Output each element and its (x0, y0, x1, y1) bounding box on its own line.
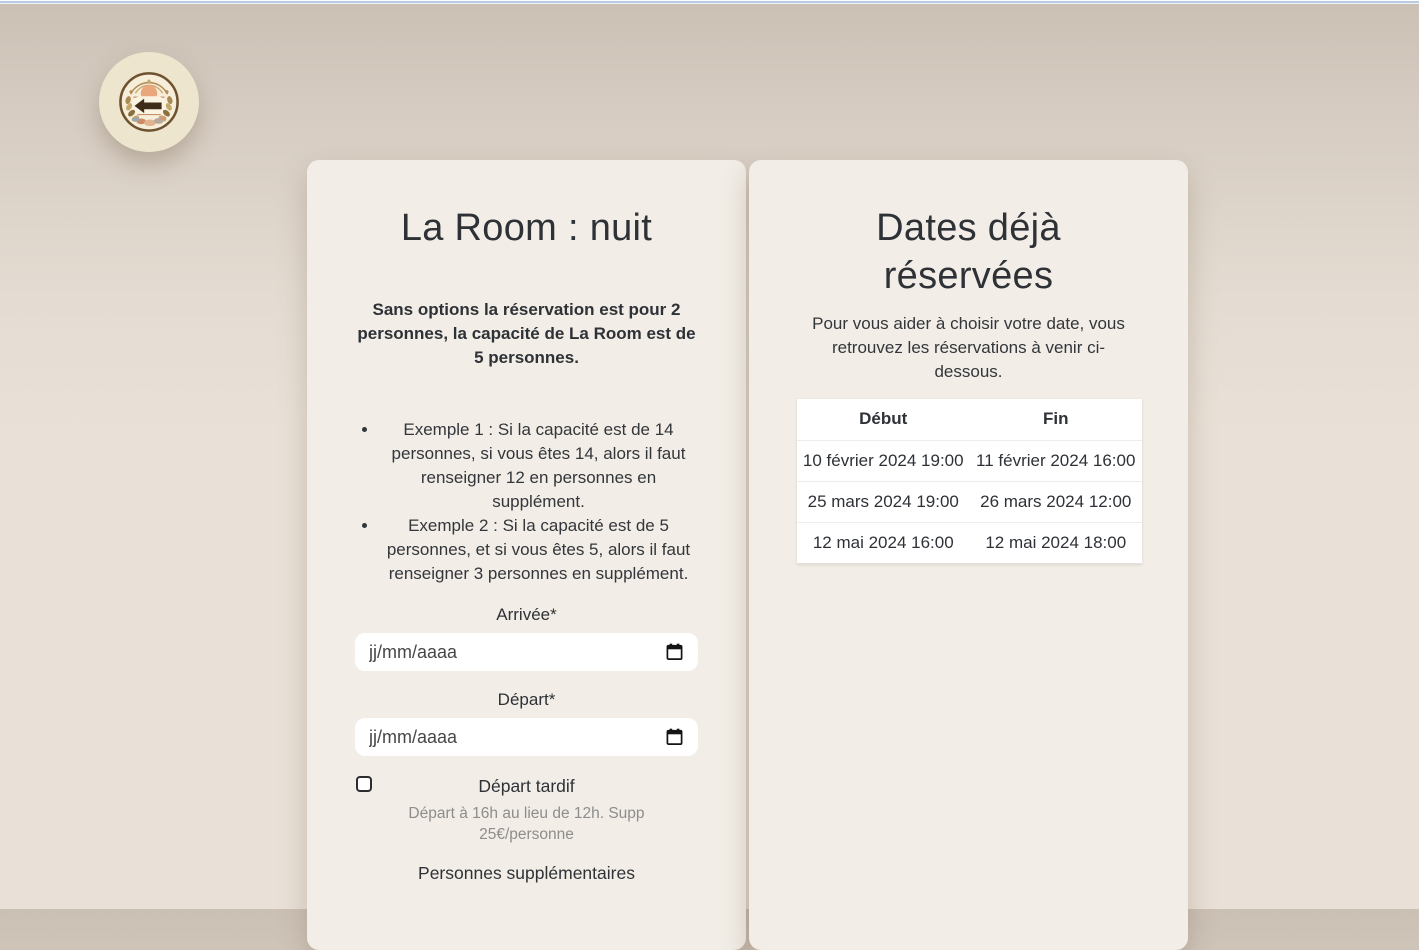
example-item: • Exemple 1 : Si la capacité est de 14 personnes, si vous êtes 14, alors il faut renseigner 12 en personnes en supplément. (379, 418, 698, 514)
departure-date-field (355, 718, 698, 756)
late-checkout-label: Départ tardif (478, 776, 575, 796)
back-logo-button[interactable] (99, 52, 199, 152)
arrival-date-input[interactable] (355, 633, 698, 671)
reservation-end: 26 mars 2024 12:00 (970, 481, 1143, 522)
back-arrow-emblem-icon (118, 71, 180, 133)
table-row (797, 440, 1142, 481)
extra-people-label: Personnes supplémentaires (418, 863, 635, 883)
top-edge-strip (0, 0, 1419, 5)
table-header-debut: Début (797, 399, 970, 440)
reservation-start: 25 mars 2024 19:00 (797, 481, 970, 522)
departure-label: Départ* (497, 690, 556, 709)
reserved-dates-title: Dates déjà réservées (876, 207, 1061, 297)
late-checkout-description: Départ à 16h au lieu de 12h. Supp 25€/personne (408, 805, 645, 843)
table-row (797, 522, 1142, 563)
reserved-dates-subtitle: Pour vous aider à choisir votre date, vous retrouvez les réservations à venir ci-dessous. (812, 314, 1125, 381)
late-checkout-checkbox[interactable] (356, 776, 372, 792)
table-row (797, 481, 1142, 522)
reservation-end: 12 mai 2024 18:00 (970, 522, 1143, 563)
reserved-dates-card (749, 160, 1188, 950)
reservation-start: 12 mai 2024 16:00 (797, 522, 970, 563)
departure-date-input[interactable] (355, 718, 698, 756)
capacity-examples-list (355, 418, 698, 586)
example-item: • Exemple 2 : Si la capacité est de 5 personnes, et si vous êtes 5, alors il faut renseigner 3 personnes en supplément. (379, 514, 698, 586)
arrival-date-field (355, 633, 698, 671)
booking-card (307, 160, 746, 950)
calendar-icon[interactable] (665, 728, 684, 747)
reservation-start: 10 février 2024 19:00 (797, 440, 970, 481)
cards-container (307, 160, 1188, 950)
arrival-label: Arrivée* (496, 605, 557, 624)
booking-card-title: La Room : nuit (400, 207, 653, 249)
late-checkout-row (355, 774, 698, 796)
reserved-dates-table (797, 399, 1142, 564)
reservation-end: 11 février 2024 16:00 (970, 440, 1143, 481)
table-header-fin: Fin (970, 399, 1143, 440)
booking-intro-text: Sans options la réservation est pour 2 personnes, la capacité de La Room est de 5 personnes. (357, 300, 696, 367)
table-header-row (797, 399, 1142, 440)
calendar-icon[interactable] (665, 643, 684, 662)
